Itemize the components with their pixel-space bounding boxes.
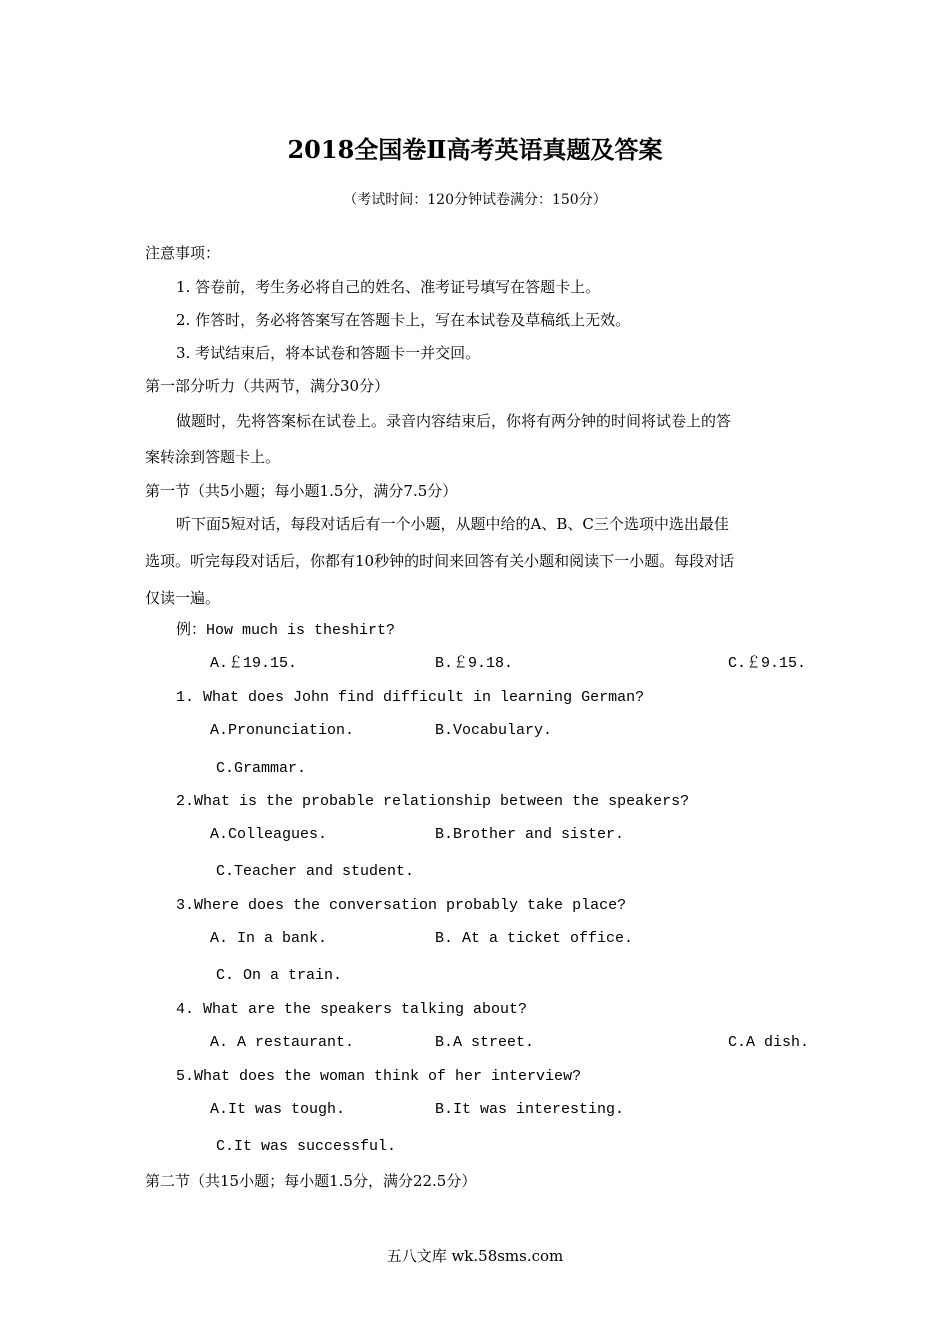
notice-item: 2. 作答时，务必将答案写在答题卡上，写在本试卷及草稿纸上无效。 [176, 311, 631, 329]
question-1: 1. What does John find difficult in learning German? [176, 689, 645, 706]
section1-instructions-cont: 选项。听完每段对话后，你都有10秒钟的时间来回答有关小题和阅读下一小题。每段对话 [145, 552, 735, 570]
question-3: 3.Where does the conversation probably take place? [176, 897, 627, 914]
question-5: 5.What does the woman think of her interview? [176, 1068, 582, 1085]
example-question: 例：How much is theshirt? [176, 622, 396, 639]
section1-heading: 第一节（共5小题；每小题1.5分，满分7.5分） [145, 482, 458, 500]
q3-option-c: C. On a train. [216, 967, 343, 984]
q4-option-a: A. A restaurant. [210, 1034, 355, 1051]
notice-item: 3. 考试结束后，将本试卷和答题卡一并交回。 [176, 344, 481, 362]
q3-option-a: A. In a bank. [210, 930, 328, 947]
notice-item: 1. 答卷前，考生务必将自己的姓名、准考证号填写在答题卡上。 [176, 278, 601, 296]
q5-option-b: B.It was interesting. [435, 1101, 625, 1118]
q5-option-a: A.It was tough. [210, 1101, 346, 1118]
part1-instructions-cont: 案转涂到答题卡上。 [145, 448, 281, 466]
part1-heading: 第一部分听力（共两节，满分30分） [145, 377, 390, 395]
q4-option-b: B.A street. [435, 1034, 535, 1051]
page-title: 2018全国卷Ⅱ高考英语真题及答案 [287, 135, 663, 164]
q3-option-b: B. At a ticket office. [435, 930, 634, 947]
q2-option-b: B.Brother and sister. [435, 826, 625, 843]
footer-watermark: 五八文库 wk.58sms.com [386, 1247, 564, 1265]
example-option-b: B.￡9.18. [435, 655, 514, 672]
question-4: 4. What are the speakers talking about? [176, 1001, 528, 1018]
q1-option-b: B.Vocabulary. [435, 722, 553, 739]
section2-heading: 第二节（共15小题；每小题1.5分，满分22.5分） [145, 1172, 477, 1190]
q2-option-c: C.Teacher and student. [216, 863, 415, 880]
q1-option-a: A.Pronunciation. [210, 722, 355, 739]
section1-instructions-cont: 仅读一遍。 [145, 589, 221, 607]
example-option-a: A.￡19.15. [210, 655, 298, 672]
notice-heading: 注意事项： [145, 244, 221, 262]
example-option-c: C.￡9.15. [728, 655, 807, 672]
question-2: 2.What is the probable relationship between the speakers? [176, 793, 690, 810]
q4-option-c: C.A dish. [728, 1034, 810, 1051]
q2-option-a: A.Colleagues. [210, 826, 328, 843]
part1-instructions: 做题时，先将答案标在试卷上。录音内容结束后，你将有两分钟的时间将试卷上的答 [176, 412, 732, 430]
section1-instructions: 听下面5短对话，每段对话后有一个小题，从题中给的A、B、C三个选项中选出最佳 [176, 515, 729, 533]
exam-info: （考试时间：120分钟试卷满分：150分） [343, 192, 607, 208]
q5-option-c: C.It was successful. [216, 1138, 397, 1155]
q1-option-c: C.Grammar. [216, 760, 307, 777]
